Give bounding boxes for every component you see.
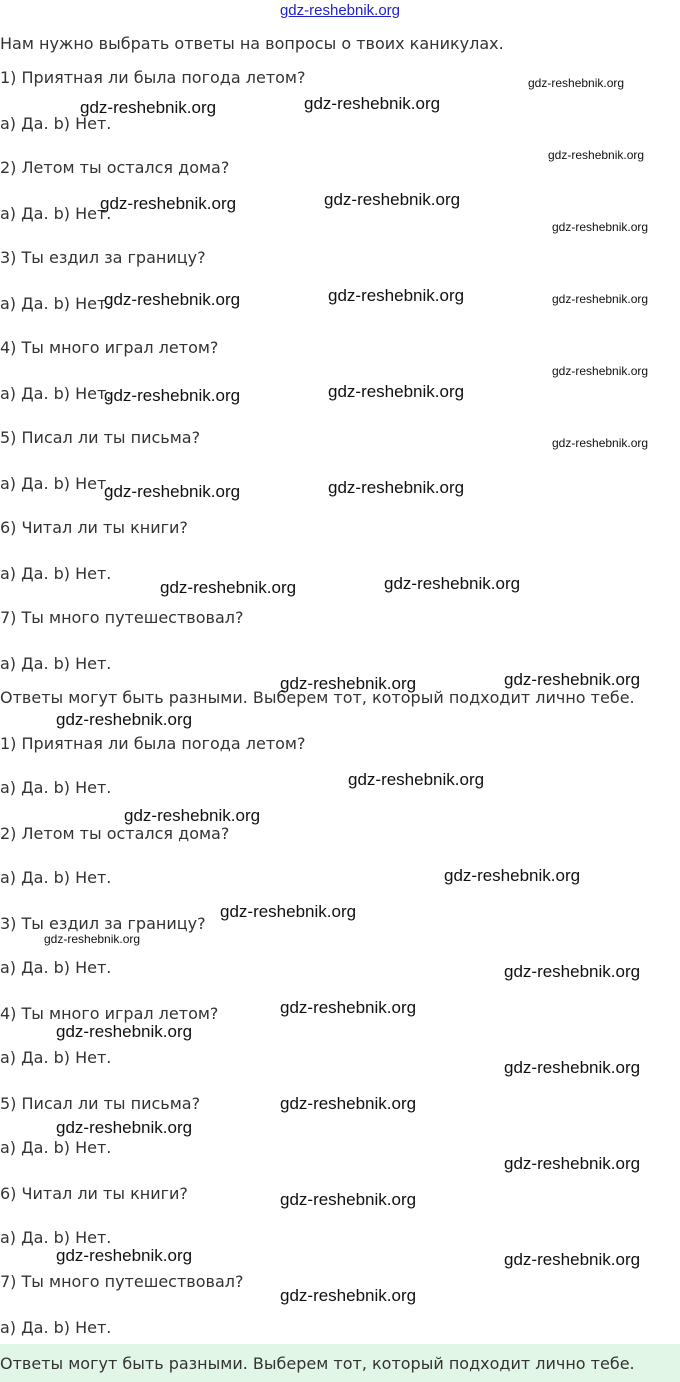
watermark: gdz-reshebnik.org [552, 220, 649, 234]
watermark: gdz-reshebnik.org [324, 190, 461, 209]
watermark: gdz-reshebnik.org [56, 1246, 193, 1265]
intro-text: Нам нужно выбрать ответы на вопросы о твоих каникулах. [0, 34, 504, 53]
question-6-repeat: 6) Читал ли ты книги? [0, 1184, 188, 1203]
question-4-repeat: 4) Ты много играл летом? [0, 1004, 219, 1023]
watermark: gdz-reshebnik.org [104, 386, 241, 405]
watermark: gdz-reshebnik.org [124, 806, 261, 825]
site-link[interactable]: gdz-reshebnik.org [279, 2, 401, 19]
answer-7-repeat: a) Да. b) Нет. [0, 1318, 112, 1337]
watermark: gdz-reshebnik.org [44, 932, 141, 946]
question-5-repeat: 5) Писал ли ты письма? [0, 1094, 201, 1113]
watermark: gdz-reshebnik.org [552, 436, 649, 450]
watermark: gdz-reshebnik.org [328, 382, 465, 401]
watermark: gdz-reshebnik.org [504, 962, 641, 981]
answer-2-repeat: a) Да. b) Нет. [0, 868, 112, 887]
question-6: 6) Читал ли ты книги? [0, 518, 188, 537]
answer-note: Ответы могут быть разными. Выберем тот, который подходит лично тебе. [0, 688, 635, 707]
watermark: gdz-reshebnik.org [100, 194, 237, 213]
watermark: gdz-reshebnik.org [444, 866, 581, 885]
watermark: gdz-reshebnik.org [280, 998, 417, 1017]
watermark: gdz-reshebnik.org [80, 98, 217, 117]
answer-3-repeat: a) Да. b) Нет. [0, 958, 112, 977]
question-5: 5) Писал ли ты письма? [0, 428, 201, 447]
question-1-repeat: 1) Приятная ли была погода летом? [0, 734, 306, 753]
watermark: gdz-reshebnik.org [552, 364, 649, 378]
question-1: 1) Приятная ли была погода летом? [0, 68, 306, 87]
question-7: 7) Ты много путешествовал? [0, 608, 244, 627]
answer-1: a) Да. b) Нет. [0, 114, 112, 133]
watermark: gdz-reshebnik.org [304, 94, 441, 113]
question-4: 4) Ты много играл летом? [0, 338, 219, 357]
watermark: gdz-reshebnik.org [504, 1058, 641, 1077]
answer-5-repeat: a) Да. b) Нет. [0, 1138, 112, 1157]
watermark: gdz-reshebnik.org [280, 1190, 417, 1209]
watermark: gdz-reshebnik.org [528, 76, 625, 90]
question-3-repeat: 3) Ты ездил за границу? [0, 914, 206, 933]
watermark: gdz-reshebnik.org [504, 670, 641, 689]
watermark: gdz-reshebnik.org [160, 578, 297, 597]
watermark: gdz-reshebnik.org [56, 1022, 193, 1041]
answer-6-repeat: a) Да. b) Нет. [0, 1228, 112, 1247]
watermark: gdz-reshebnik.org [220, 902, 357, 921]
watermark: gdz-reshebnik.org [348, 770, 485, 789]
answer-5: a) Да. b) Нет. [0, 474, 112, 493]
watermark: gdz-reshebnik.org [504, 1250, 641, 1269]
question-2: 2) Летом ты остался дома? [0, 158, 230, 177]
watermark: gdz-reshebnik.org [552, 292, 649, 306]
watermark: gdz-reshebnik.org [280, 1094, 417, 1113]
watermark: gdz-reshebnik.org [504, 1154, 641, 1173]
answer-4: a) Да. b) Нет. [0, 384, 112, 403]
watermark: gdz-reshebnik.org [280, 674, 417, 693]
watermark: gdz-reshebnik.org [56, 710, 193, 729]
question-2-repeat: 2) Летом ты остался дома? [0, 824, 230, 843]
answer-7: a) Да. b) Нет. [0, 654, 112, 673]
watermark: gdz-reshebnik.org [328, 478, 465, 497]
watermark: gdz-reshebnik.org [104, 290, 241, 309]
answer-6: a) Да. b) Нет. [0, 564, 112, 583]
answer-2: a) Да. b) Нет. [0, 204, 112, 223]
question-3: 3) Ты ездил за границу? [0, 248, 206, 267]
answer-note-final: Ответы могут быть разными. Выберем тот, который подходит лично тебе. [0, 1354, 635, 1373]
watermark: gdz-reshebnik.org [548, 148, 645, 162]
watermark: gdz-reshebnik.org [280, 1286, 417, 1305]
answer-4-repeat: a) Да. b) Нет. [0, 1048, 112, 1067]
watermark: gdz-reshebnik.org [56, 1118, 193, 1137]
watermark: gdz-reshebnik.org [328, 286, 465, 305]
question-7-repeat: 7) Ты много путешествовал? [0, 1272, 244, 1291]
watermark: gdz-reshebnik.org [104, 482, 241, 501]
answer-3: a) Да. b) Нет. [0, 294, 112, 313]
watermark: gdz-reshebnik.org [384, 574, 521, 593]
answer-1-repeat: a) Да. b) Нет. [0, 778, 112, 797]
